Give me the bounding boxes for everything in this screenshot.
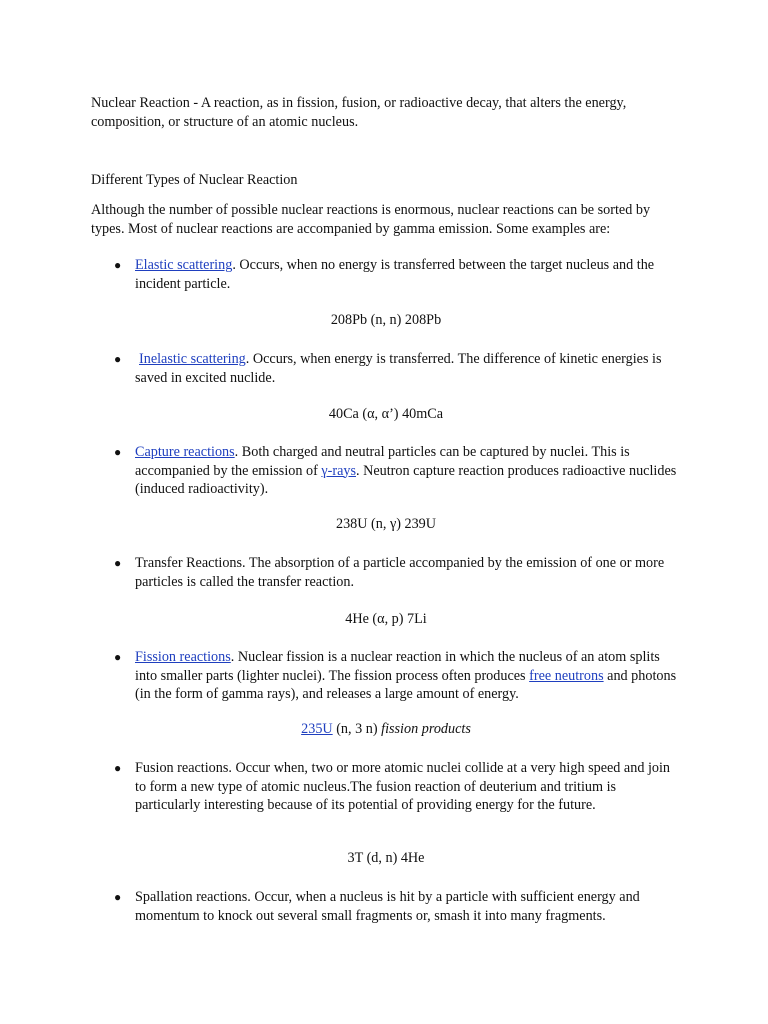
list-item-description: . Both charged and neutral particles can be captured by nuclei. This is accompanied by the emission of — [135, 444, 630, 479]
equation-fusion: 3T (d, n) 4He — [347, 850, 425, 866]
bullet-icon: ● — [114, 445, 122, 459]
fission-reactions-link[interactable]: Fission reactions — [135, 649, 231, 665]
equation-transfer: 4He (α, p) 7Li — [345, 611, 427, 627]
u235-link[interactable]: 235U — [301, 721, 333, 737]
bullet-icon: ● — [114, 556, 122, 570]
equation-capture: 238U (n, γ) 239U — [335, 516, 437, 532]
bullet-icon: ● — [114, 258, 122, 272]
bullet-icon: ● — [114, 352, 122, 366]
bullet-icon: ● — [114, 650, 122, 664]
equation-fission — [91, 720, 681, 739]
capture-reactions-link[interactable]: Capture reactions — [135, 444, 235, 460]
bullet-icon: ● — [114, 761, 122, 775]
list-item-description: . Nuclear fission is a nuclear reaction in which the nucleus of an atom splits into smaller parts (lighter nuclei). The fission process often produces — [135, 649, 660, 684]
free-neutrons-link[interactable]: free neutrons — [529, 667, 604, 684]
list-item-description: . Neutron capture reaction produces radioactive nuclides (induced radioactivity). — [135, 462, 677, 498]
lead-paragraph: Although the number of possible nuclear reactions is enormous, nuclear reactions can be sorted by types. Most of nuclear reactions are accompanied by gamma emission. Some examples are: — [91, 202, 651, 237]
list-item-text — [135, 648, 681, 704]
list-item-text — [135, 350, 681, 387]
bullet-icon: ● — [114, 890, 122, 904]
list-item-description: and photons (in the form of gamma rays), and releases a large amount of energy. — [135, 667, 677, 703]
list-item-description: . Occurs, when no energy is transferred between the target nucleus and the incident particle. — [135, 257, 655, 292]
list-item-text: Fusion reactions. Occur when, two or more atomic nuclei collide at a very high speed and join to form a new type of atomic nucleus.The fusion reaction of deuterium and tritium is particularly interesting because of its potential of providing energy for the future. — [135, 760, 671, 814]
list-item-text — [135, 256, 681, 293]
list-item-text: Transfer Reactions. The absorption of a particle accompanied by the emission of one or more particles is called the transfer reaction. — [135, 555, 665, 590]
equation-inelastic: 40Ca (α, α’) 40mCa — [328, 406, 444, 422]
intro-definition: Nuclear Reaction - A reaction, as in fission, fusion, or radioactive decay, that alters the energy, composition, or structure of an atomic nucleus. — [91, 95, 627, 130]
gamma-rays-link[interactable]: γ-rays — [321, 462, 356, 479]
section-heading: Different Types of Nuclear Reaction — [91, 172, 298, 188]
equation-fission-mid: (n, 3 n) — [332, 721, 382, 737]
list-item-text: Spallation reactions. Occur, when a nucleus is hit by a particle with sufficient energy and momentum to knock out several small fragments or, smash it into many fragments. — [135, 889, 640, 924]
list-item-text — [135, 443, 681, 499]
inelastic-scattering-link[interactable]: Inelastic scattering — [139, 351, 246, 367]
fission-products-text: fission products — [381, 721, 471, 737]
list-item-description: . Occurs, when energy is transferred. The difference of kinetic energies is saved in excited nuclide. — [135, 351, 662, 386]
equation-elastic: 208Pb (n, n) 208Pb — [330, 312, 442, 328]
elastic-scattering-link[interactable]: Elastic scattering — [135, 257, 233, 273]
